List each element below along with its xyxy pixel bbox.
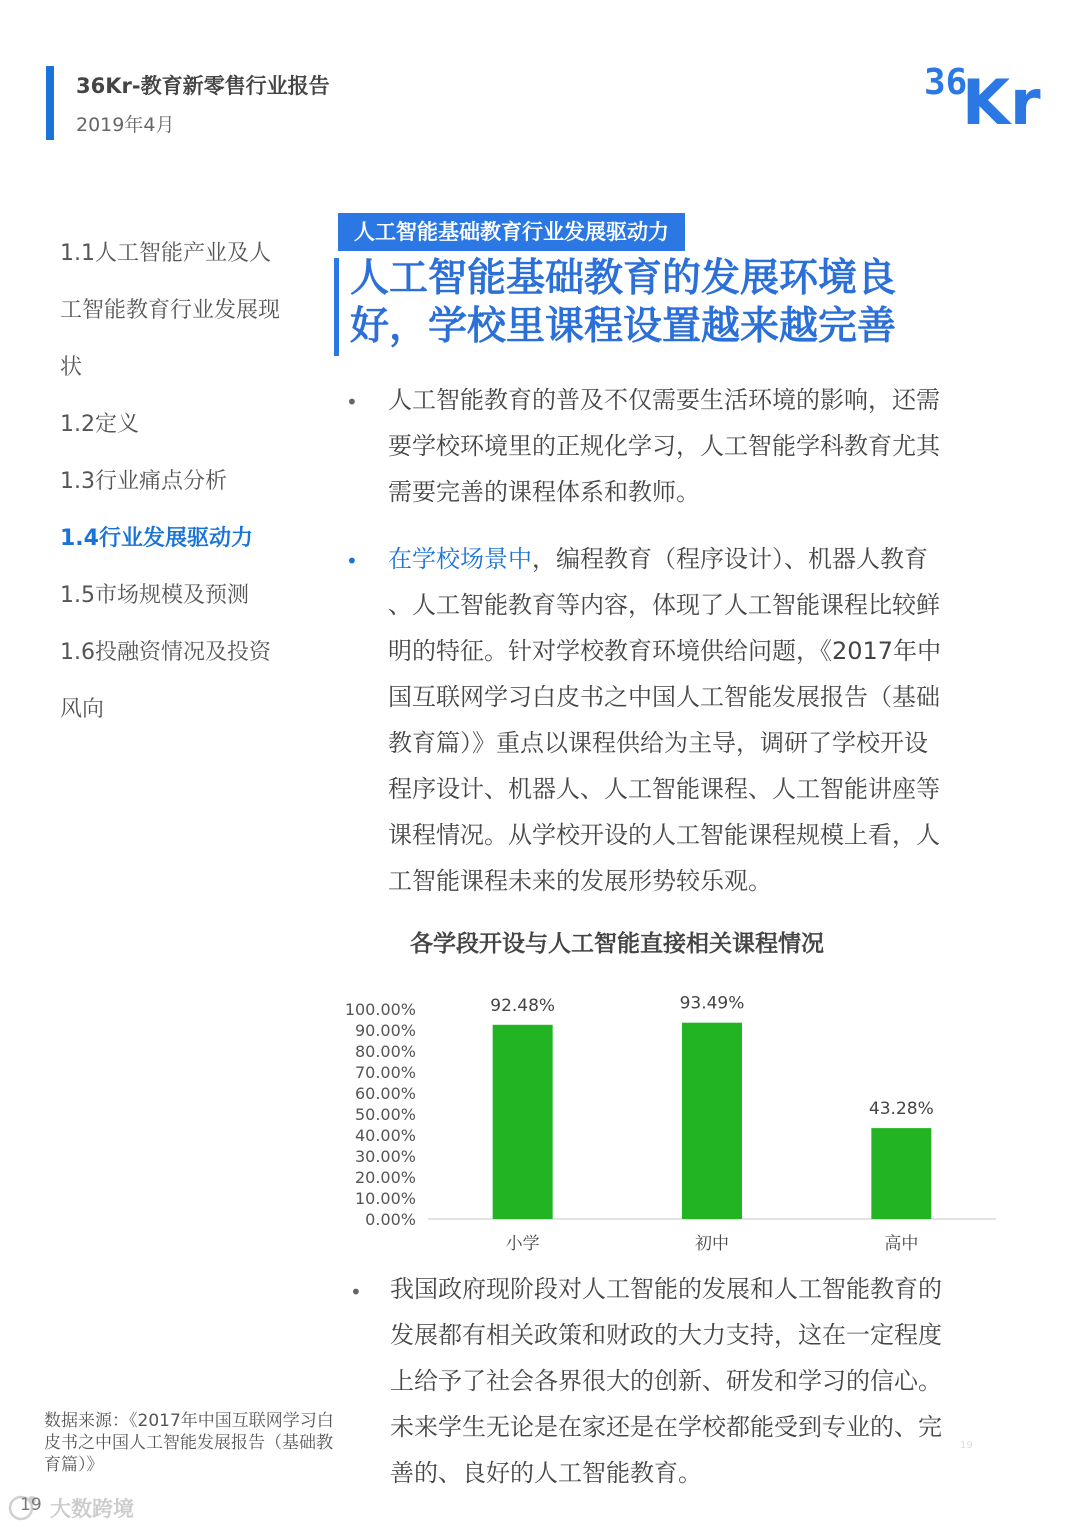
36kr-logo — [922, 52, 1047, 132]
paragraph-2-line: 明的特征。针对学校教育环境供给问题，《2017年中 — [388, 637, 942, 665]
y-tick-label: 20.00% — [354, 1168, 416, 1187]
data-label: 43.28% — [868, 1099, 934, 1120]
paragraph-1 — [388, 377, 1028, 515]
x-tick-label: 高中 — [884, 1234, 919, 1254]
paragraph-2-line: 国互联网学习白皮书之中国人工智能发展报告（基础 — [388, 683, 940, 711]
y-tick-label: 40.00% — [354, 1126, 416, 1145]
paragraph-3-line: 发展都有相关政策和财政的大力支持，这在一定程度 — [390, 1321, 942, 1349]
y-tick-label: 100.00% — [344, 1000, 416, 1019]
headline-line-2: 好，学校里课程设置越来越完善 — [350, 304, 897, 349]
paragraph-2-line — [388, 536, 1028, 582]
paragraph-2-line: 课程情况。从学校开设的人工智能课程规模上看，人 — [388, 821, 940, 849]
bar-高中 — [871, 1128, 931, 1219]
bullet-dot-2: • — [346, 549, 358, 573]
bar-初中 — [682, 1023, 742, 1219]
toc-item-1-1-line1: 1.1人工智能产业及人 — [60, 241, 271, 266]
y-tick-label: 60.00% — [354, 1084, 416, 1103]
headline-accent-bar — [334, 258, 339, 356]
faint-page-number: 19 — [960, 1440, 973, 1451]
paragraph-3-line: 我国政府现阶段对人工智能的发展和人工智能教育的 — [390, 1275, 942, 1303]
bar-chart — [330, 985, 1010, 1260]
toc-item-1-2[interactable]: 1.2定义 — [60, 412, 139, 437]
paragraph-3-line: 善的、良好的人工智能教育。 — [390, 1459, 702, 1487]
report-date: 2019年4月 — [76, 114, 175, 136]
paragraph-1-line: 需要完善的课程体系和教师。 — [388, 478, 700, 506]
y-tick-label: 0.00% — [365, 1210, 416, 1229]
paragraph-2-line: 、人工智能教育等内容，体现了人工智能课程比较鲜 — [388, 591, 940, 619]
toc-item-1-6-line1: 1.6投融资情况及投资 — [60, 640, 271, 665]
paragraph-1-line: 人工智能教育的普及不仅需要生活环境的影响，还需 — [388, 386, 940, 414]
paragraph-3-line: 上给予了社会各界很大的创新、研发和学习的信心。 — [390, 1367, 942, 1395]
bar-小学 — [493, 1025, 553, 1219]
page-headline — [350, 255, 1050, 351]
y-tick-label: 90.00% — [354, 1021, 416, 1040]
toc-item-1-1-line3: 状 — [60, 355, 83, 380]
section-tag: 人工智能基础教育行业发展驱动力 — [338, 213, 685, 251]
svg-text:Kr: Kr — [962, 66, 1041, 132]
paragraph-2-line: 程序设计、机器人、人工智能课程、人工智能讲座等 — [388, 775, 940, 803]
svg-text:36: 36 — [924, 62, 968, 103]
toc-item-1-6-line2: 风向 — [60, 697, 105, 722]
toc-item-1-4-active[interactable]: 1.4行业发展驱动力 — [60, 526, 253, 551]
bullet-dot-3: • — [350, 1280, 362, 1304]
data-source-note: 数据来源：《2017年中国互联网学习白皮书之中国人工智能发展报告（基础教育篇）》 — [44, 1411, 334, 1475]
paragraph-2-first-rest: ，编程教育（程序设计）、机器人教育 — [532, 545, 928, 573]
header-accent-bar — [46, 66, 54, 140]
paragraph-3 — [390, 1266, 1030, 1496]
toc-item-1-1-line2: 工智能教育行业发展现 — [60, 298, 281, 323]
y-tick-label: 50.00% — [354, 1105, 416, 1124]
data-label: 93.49% — [679, 993, 745, 1014]
toc-item-1-6[interactable] — [60, 624, 310, 738]
toc-item-1-5[interactable]: 1.5市场规模及预测 — [60, 583, 249, 608]
x-tick-label: 小学 — [505, 1234, 540, 1254]
paragraph-2-line: 工智能课程未来的发展形势较乐观。 — [388, 867, 772, 895]
highlight-school-scene: 在学校场景中 — [388, 545, 532, 573]
paragraph-2 — [388, 536, 1028, 904]
toc-nav — [60, 225, 310, 738]
paragraph-1-line: 要学校环境里的正规化学习，人工智能学科教育尤其 — [388, 432, 940, 460]
x-tick-label: 初中 — [695, 1234, 729, 1254]
y-tick-label: 80.00% — [354, 1042, 416, 1061]
headline-line-1: 人工智能基础教育的发展环境良 — [350, 256, 897, 301]
y-tick-label: 70.00% — [354, 1063, 416, 1082]
y-tick-label: 30.00% — [354, 1147, 416, 1166]
toc-item-1-3[interactable]: 1.3行业痛点分析 — [60, 469, 227, 494]
watermark-text: 大数跨境 — [50, 1497, 134, 1521]
paragraph-2-line: 教育篇）》重点以课程供给为主导，调研了学校开设 — [388, 729, 928, 757]
toc-item-1-1[interactable] — [60, 225, 310, 396]
page-number: 19 — [20, 1495, 42, 1515]
chart-title: 各学段开设与人工智能直接相关课程情况 — [410, 931, 824, 957]
paragraph-3-line: 未来学生无论是在家还是在学校都能受到专业的、完 — [390, 1413, 942, 1441]
report-title: 36Kr-教育新零售行业报告 — [76, 74, 330, 98]
bullet-dot-1: • — [346, 390, 358, 414]
y-tick-label: 10.00% — [354, 1189, 416, 1208]
data-label: 92.48% — [490, 995, 556, 1016]
